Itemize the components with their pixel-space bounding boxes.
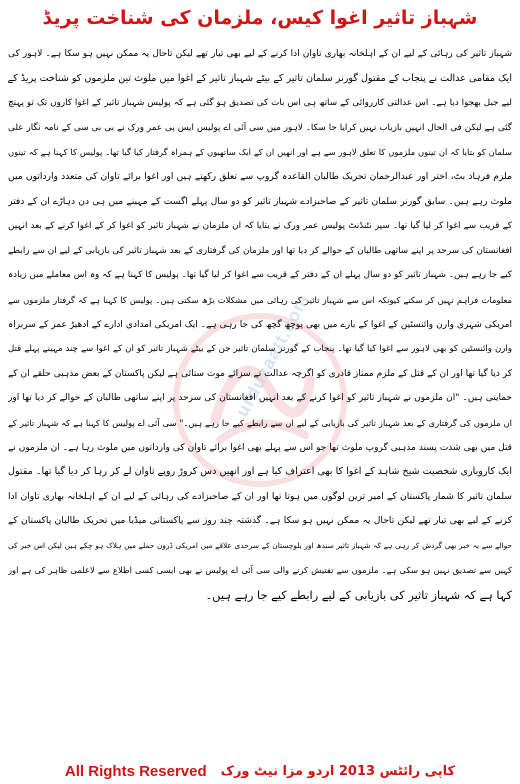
article-line: شہباز تاثیر کی رہائی کے لیے ان کے اہلخانہ بھاری تاوان ادا کرنے کے لیے بھی تیار تھے لیکن تاحال یہ ممکن نہیں ہو سکا ہے۔ لاہور کی (8, 49, 512, 59)
article-line: گئی ہے لیکن فی الحال انہیں بازیاب نہیں کرایا جا سکا۔ لاہور میں سی آئی اے پولیس ایس پی عمر ورک نے بی بی سی کے نامہ نگار علی (8, 122, 512, 133)
article-line: کہیں سے تصدیق نہیں ہو سکی ہے۔ ملزموں سے تفتیش کرنے والی سی آئی اے پولیس نے بھی ایسی کسی اطلاع سے لاعلمی ظاہر کی ہے اور (8, 565, 512, 576)
footer-english-copyright: All Rights Reserved (64, 762, 207, 780)
article-line: امریکی شہری وارن وائنسٹین کے اغوا کے بارے میں بھی پوچھ گچھ کی جا رہی ہے۔ ایک امریکی امدادی ادارے کے ادھیڑ عمر کے سربراہ (8, 319, 512, 330)
footer-urdu-copyright: کاپی رائٹس 2013 اردو مزا نیٹ ورک (220, 763, 456, 779)
article-line: معلومات فراہم نہیں کر سکتے کیونکہ اس سے شہباز تاثیر کی رہائی میں مشکلات بڑھ سکتی ہیں۔ پولیس کا کہنا ہے کہ گرفتار ملزموں سے (8, 294, 512, 305)
article-line: سلمان کو بتایا کہ ان تینوں ملزموں کا تعلق لاہور سے ہے اور انھیں ان کے ایک ساتھیوں کے ہمراہ گرفتار کیا گیا تھا۔ پولیس کا کہنا ہے کہ تینوں (8, 147, 512, 158)
article-line: حمایتی ہیں۔ "ان ملزموں نے شہباز تاثیر کو اغوا کرنے کے بعد انہیں افغانستان کی سرحد پر اپنے ساتھی طالبان کے حوالے کر دیا تھا اور (8, 393, 512, 404)
article-line: کر دیا گیا تھا اور ان کے قتل کے ملزم ممتاز قادری کو اگرچہ عدالت نے سزائے موت سنائی ہے لیکن پاکستان کے بعض مذہبی حلقے ان کے (8, 368, 512, 379)
article-line: ان ملزموں کی گرفتاری کے بعد شہباز تاثیر کی بازیابی کے لیے ان سے رابطے کیے جا رہے ہیں۔" سی آئی اے پولیس کا کہنا ہے کہ شہباز تاثیر کے (8, 417, 512, 428)
article-line: وارن وائنسٹین کو بھی لاہور سے اغوا کیا گیا تھا۔ پنجاب کے گورنر سلمان تاثیر جن کے بیٹے شہباز تاثیر کو ان کے اغوا سے چند مہینے پہلے قتل (8, 344, 512, 355)
article-body (8, 42, 512, 608)
article-line: ملوث رہے ہیں۔ سابق گورنر سلمان تاثیر کے صاحبزادے شہباز تاثیر کو دو سال پہلے اگست کے مہینے میں ہی دن دہاڑے ان کے دفتر (8, 195, 512, 207)
article-line: کرنے کے لیے بھی تیار تھے لیکن تاحال یہ ممکن نہیں ہو سکا ہے۔ گذشتہ چند روز سے پاکستانی میڈیا میں تحریک طالبان پاکستان کے (8, 515, 512, 527)
article-line: لیے جیل بھجوا دیا ہے۔ اس عدالتی کارروائی کے ساتھ ہی اس بات کی تصدیق ہو گئی ہے کہ پولیس شہباز تاثیر کے اغوا کاروں تک تو پہنچ (8, 98, 512, 109)
article-line: کہا ہے کہ شہباز تاثیر کی بازیابی کے لیے رابطے کیے جا رہے ہیں۔ (205, 588, 512, 603)
watermark-text: urduzaatt.com (231, 290, 314, 421)
headline: شہباز تاثیر اغوا کیس، ملزمان کی شناخت پریڈ (42, 7, 478, 29)
article-line: افغانستان کی سرحد پر اپنے ساتھی طالبان کے حوالے کر دیا تھا اور ملزمان کی گرفتاری کے بعد شہباز تاثیر کی بازیابی کے لیے ان سے رابطے (8, 245, 512, 256)
article-line: ملزم فرہاد بٹ، اختر اور عبدالرحمان تحریک طالبان القاعدہ گروپ سے تعلق رکھتے ہیں اور اغوا برائے تاوان کی متعدد وارداتوں میں (8, 170, 512, 182)
article-line: ایک کاروباری شخصیت شیخ شاہد کے اغوا کا بھی اعتراف کیا ہے اور انھیں دس کروڑ روپے تاوان لے کر رہا کر دیا گیا تھا۔ مقتول (8, 466, 512, 478)
article-line: کے قریب سے اغوا کر لیا گیا تھا۔ سپر نٹنڈنٹ پولیس عمر ورک نے بتایا کہ ان ملزمان نے شہباز تاثیر کو اغوا کر کے اغوا کرنے کے بعد انہیں (8, 221, 512, 232)
article-line: قتل میں بھی شدت پسند مذہبی گروپ ملوث تھا جو اس سے پہلے بھی اغوا برائے تاوان کی وارداتوں میں ملوث رہا ہے۔ ان ملزموں نے (8, 442, 512, 453)
article-line: حوالے سے یہ خبر بھی گردش کر رہی ہے کہ شہباز تاثیر سندھ اور بلوچستان کے سرحدی علاقے میں امریکی ڈرون حملے میں ہلاک ہو چکے ہیں لیکن اس خبر کی (8, 540, 512, 550)
article-line: کیے جا رہے ہیں۔ شہباز تاثیر کو دو سال پہلے ان کے دفتر کے قریب سے اغوا کر لیا گیا تھا۔ پولیس کا کہنا ہے کہ وہ اس معاملے میں زیادہ (8, 270, 512, 281)
article-line: سلمان تاثیر کا شمار پاکستان کے امیر ترین لوگوں میں ہوتا تھا اور ان کے صاحبزادے کی رہائی کے لیے ان کے اہلخانہ بھاری تاوان ادا (8, 490, 512, 502)
article-line: ایک مقامی عدالت نے پنجاب کے مقتول گورنر سلمان تاثیر کے بیٹے شہباز تاثیر کے اغوا میں ملوث تین ملزموں کو شناخت پریڈ کے (8, 72, 512, 84)
footer (0, 760, 520, 782)
